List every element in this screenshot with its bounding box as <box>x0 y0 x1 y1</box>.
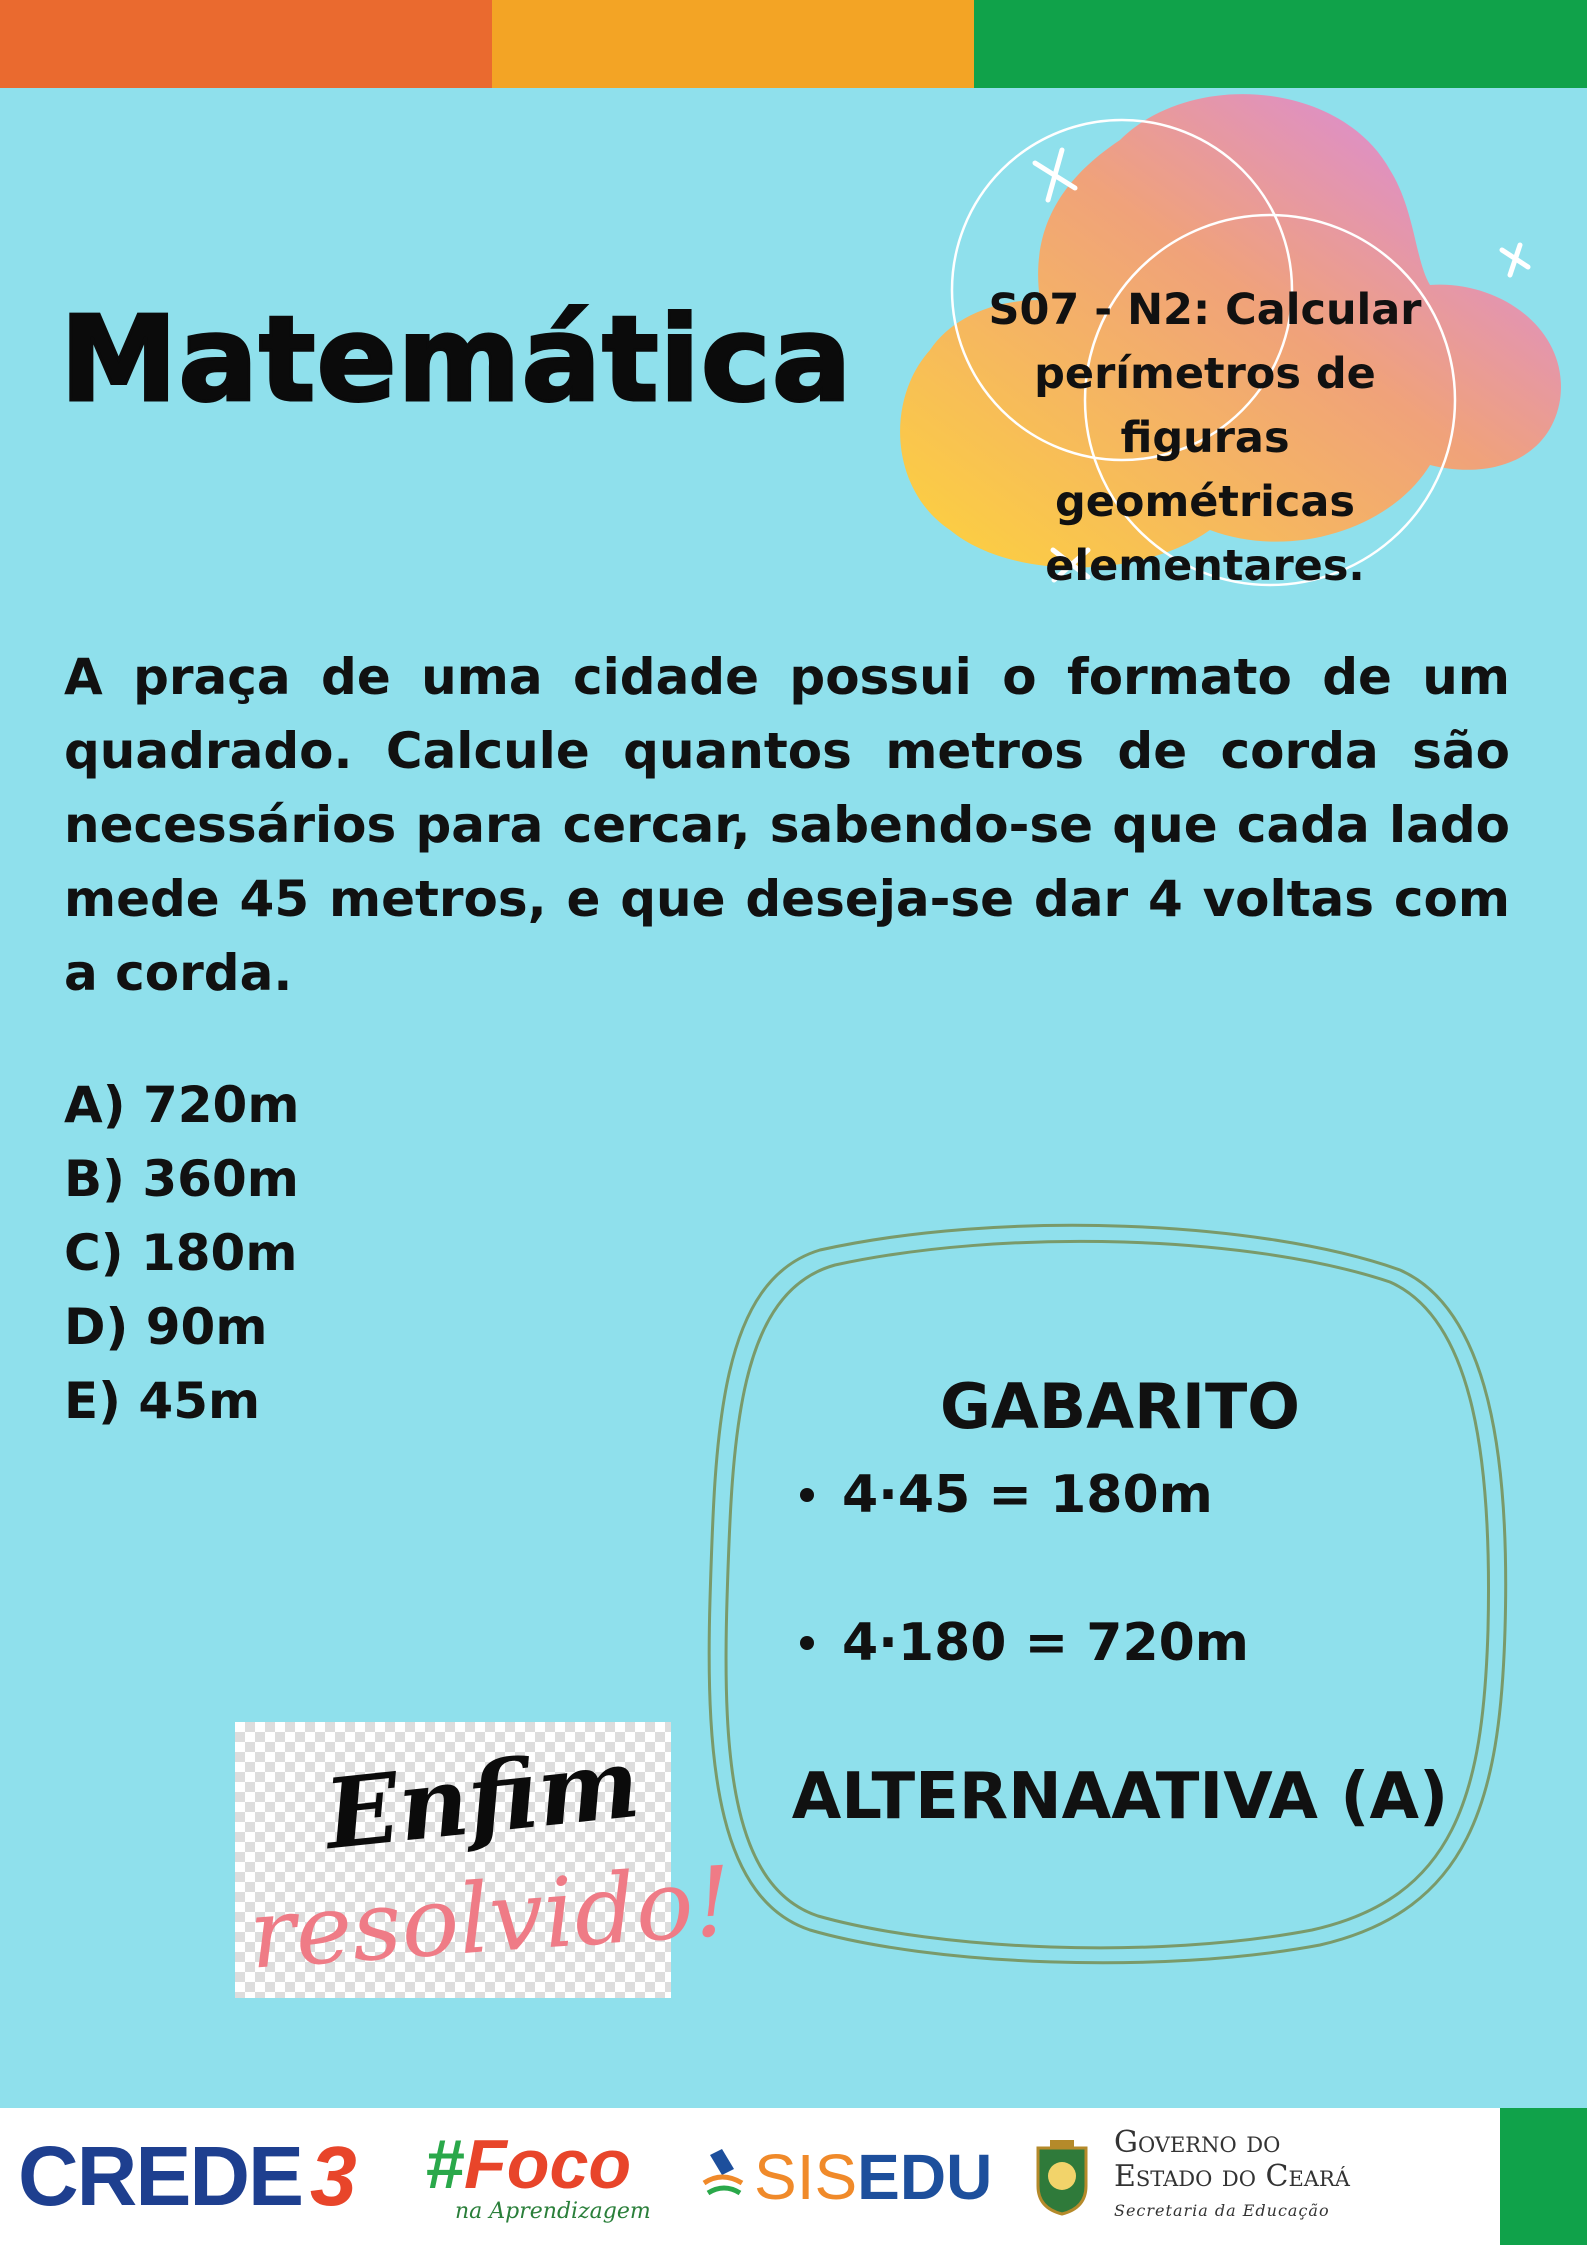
foco-logo <box>425 2108 651 2245</box>
bullet-icon <box>800 1636 814 1650</box>
ceara-government-logo <box>1032 2108 1350 2245</box>
skill-description: S07 - N2: Calcular perímetros de figuras geométricas elementares. <box>988 285 1422 591</box>
top-color-bar <box>0 0 1587 88</box>
footer-logos <box>0 2108 1587 2245</box>
foco-word: Foco <box>463 2125 632 2203</box>
answer-key-title: GABARITO <box>940 1370 1300 1443</box>
option-c: C) 180m <box>64 1224 298 1282</box>
option-b: B) 360m <box>64 1150 299 1208</box>
crede-number: 3 <box>310 2129 355 2223</box>
answer-result: ALTERNAATIVA (A) <box>791 1760 1449 1834</box>
answer-step <box>800 1458 1249 1532</box>
foco-hash: # <box>425 2125 464 2203</box>
top-bar-orange <box>0 0 492 88</box>
ceara-government-text <box>1114 2126 1350 2228</box>
gov-line-2: Estado do Ceará <box>1114 2158 1350 2194</box>
crede-logo <box>18 2108 355 2245</box>
gov-line-1: Governo do <box>1114 2124 1281 2160</box>
subject-title: Matemática <box>60 290 853 428</box>
sticker-line-2: resolvido! <box>245 1845 736 1991</box>
option-d: D) 90m <box>64 1298 268 1356</box>
answer-options <box>64 1068 299 1438</box>
ceara-seal-icon <box>1032 2138 1092 2216</box>
sticker-line-1: Enfim <box>319 1725 645 1872</box>
option-a: A) 720m <box>64 1076 300 1134</box>
question-text: A praça de uma cidade possui o formato de um quadrado. Calcule quantos metros de corda são necessários para cercar, sabendo-se que cada lado mede 45 metros, e que deseja-se dar 4 voltas com a corda. <box>64 648 1510 1002</box>
sisedu-edu: EDU <box>857 2140 993 2213</box>
footer-green-block <box>1500 2108 1587 2245</box>
top-bar-yellow <box>492 0 974 88</box>
answer-step-text: 4·180 = 720m <box>842 1613 1249 1673</box>
option-e: E) 45m <box>64 1372 261 1430</box>
answer-key-steps <box>800 1458 1249 1754</box>
foco-wordmark <box>425 2125 632 2203</box>
crede-text: CREDE <box>18 2129 303 2223</box>
answer-step-text: 4·45 = 180m <box>842 1465 1213 1525</box>
bullet-icon <box>800 1488 814 1502</box>
resolved-sticker <box>235 1722 736 1998</box>
foco-subtitle: na Aprendizagem <box>455 2199 651 2224</box>
answer-step <box>800 1606 1249 1680</box>
top-bar-green <box>974 0 1587 88</box>
sisedu-mark-icon <box>700 2149 746 2205</box>
gov-line-3: Secretaria da Educação <box>1114 2200 1330 2220</box>
skill-badge <box>870 80 1570 620</box>
sisedu-sis: SIS <box>754 2140 858 2213</box>
sisedu-logo <box>700 2108 992 2245</box>
